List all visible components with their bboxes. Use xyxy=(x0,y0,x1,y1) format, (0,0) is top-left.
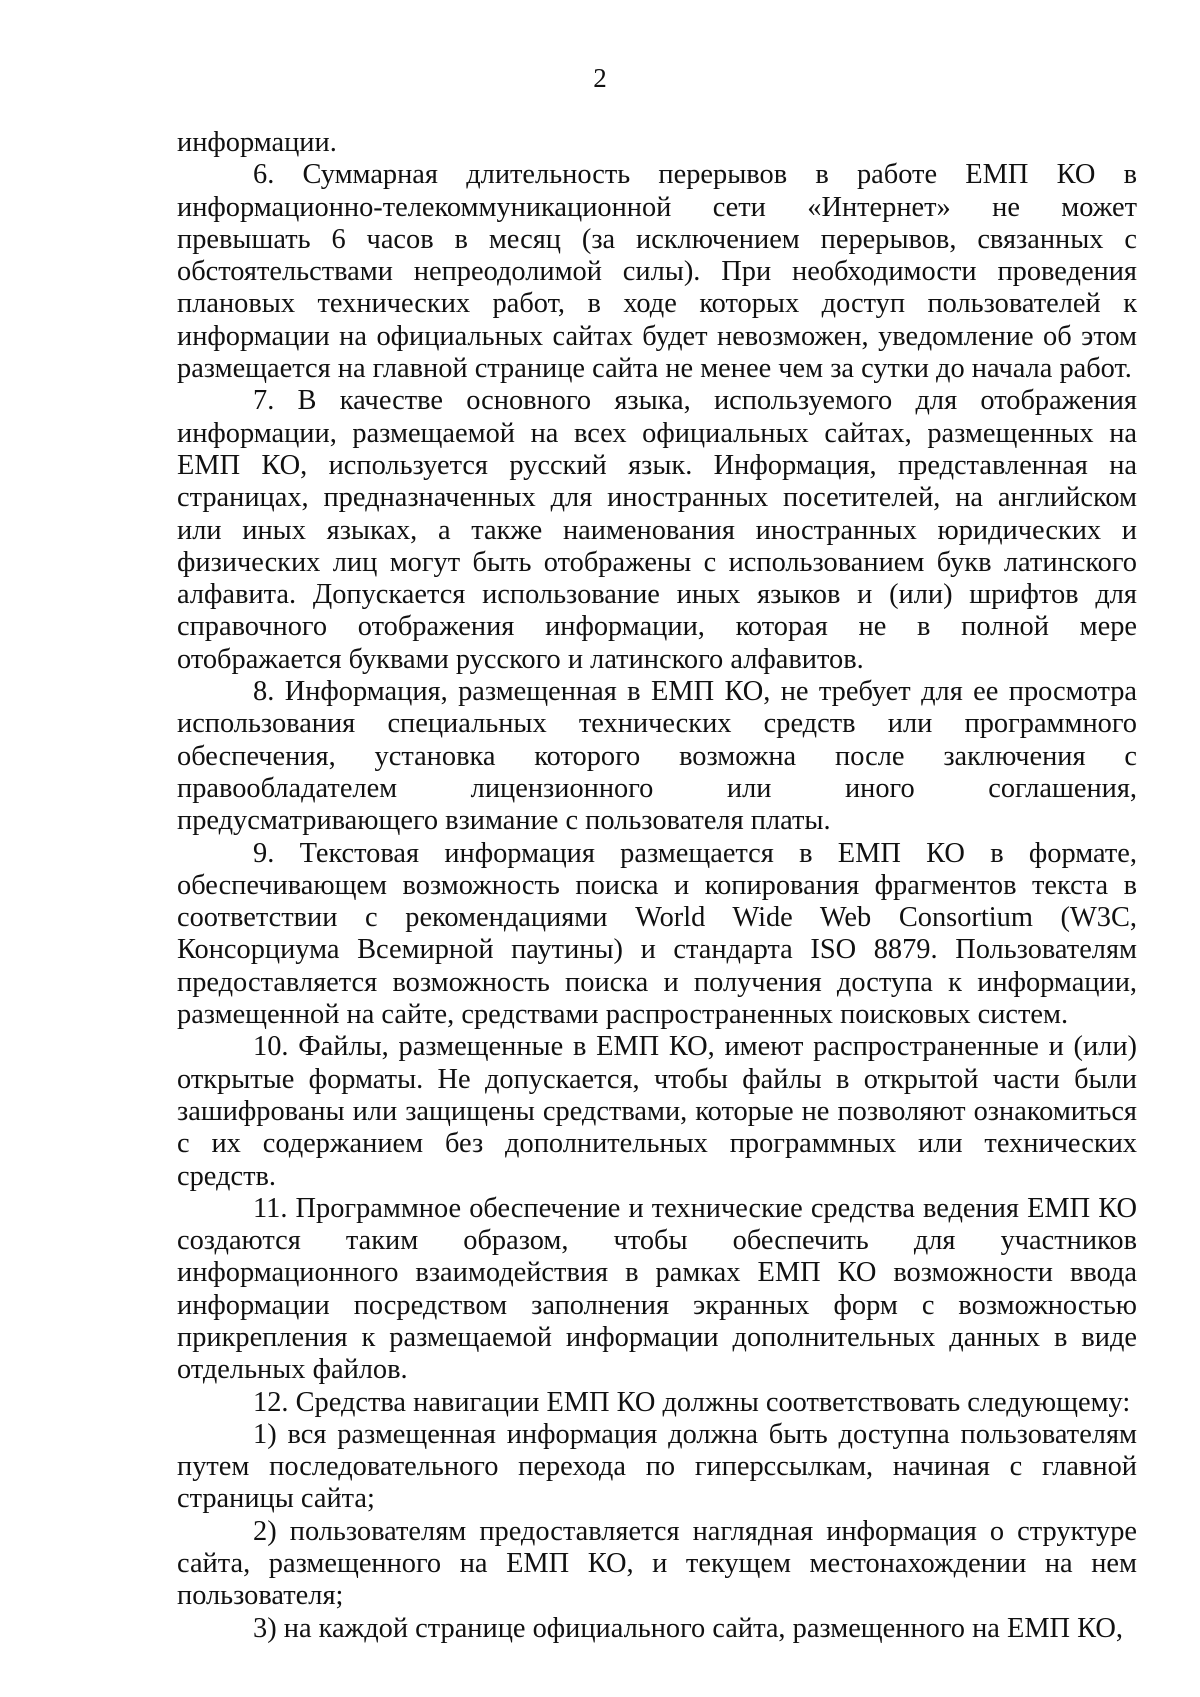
page-number: 2 xyxy=(593,63,607,93)
paragraph-6: 6. Суммарная длительность перерывов в работе ЕМП КО в информационно-телекоммуникационной сети «Интернет» не может превышать 6 часов в месяц (за исключением перерывов, связанных с обстоятельствами непреодолимой силы). При необходимости проведения плановых технических работ, в ходе которых доступ пользователей к информации на официальных сайтах будет невозможен, уведомление об этом размещается на главной странице сайта не менее чем за сутки до начала работ. xyxy=(177,159,1137,385)
paragraph-11: 11. Программное обеспечение и технические средства ведения ЕМП КО создаются таким образом, чтобы обеспечить для участников информационного взаимодействия в рамках ЕМП КО возможности ввода информации посредством заполнения экранных форм с возможностью прикрепления к размещаемой информации дополнительных данных в виде отдельных файлов. xyxy=(177,1192,1137,1386)
document-body xyxy=(177,127,1137,1645)
list-item-2: 2) пользователям предоставляется наглядная информация о структуре сайта, размещенного на ЕМП КО, и текущем местонахождении на нем пользователя; xyxy=(177,1515,1137,1612)
paragraph-10: 10. Файлы, размещенные в ЕМП КО, имеют распространенные и (или) открытые форматы. Не допускается, чтобы файлы в открытой части были зашифрованы или защищены средствами, которые не позволяют ознакомиться с их содержанием без дополнительных программных или технических средств. xyxy=(177,1031,1137,1192)
paragraph-12: 12. Средства навигации ЕМП КО должны соответствовать следующему: xyxy=(253,1386,1131,1418)
paragraph-8: 8. Информация, размещенная в ЕМП КО, не требует для ее просмотра использования специальных технических средств или программного обеспечения, установка которого возможна после заключения с правообладателем лицензионного или иного соглашения, предусматривающего взимание с пользователя платы. xyxy=(177,676,1137,837)
paragraph-9: 9. Текстовая информация размещается в ЕМП КО в формате, обеспечивающем возможность поиска и копирования фрагментов текста в соответствии с рекомендациями World Wide Web Consortium (W3C, Консорциума Всемирной паутины) и стандарта ISO 8879. Пользователям предоставляется возможность поиска и получения доступа к информации, размещенной на сайте, средствами распространенных поисковых систем. xyxy=(177,837,1137,1031)
list-item-3: 3) на каждой странице официального сайта, размещенного на ЕМП КО, xyxy=(253,1612,1123,1644)
paragraph-7: 7. В качестве основного языка, используемого для отображения информации, размещаемой на всех официальных сайтах, размещенных на ЕМП КО, используется русский язык. Информация, представленная на страницах, предназначенных для иностранных посетителей, на английском или иных языках, а также наименования иностранных юридических и физических лиц могут быть отображены с использованием букв латинского алфавита. Допускается использование иных языков и (или) шрифтов для справочного отображения информации, которая не в полной мере отображается буквами русского и латинского алфавитов. xyxy=(177,385,1137,675)
list-item-1: 1) вся размещенная информация должна быть доступна пользователям путем последовательного перехода по гиперссылкам, начиная с главной страницы сайта; xyxy=(177,1418,1137,1515)
paragraph-continuation: информации. xyxy=(177,127,337,158)
